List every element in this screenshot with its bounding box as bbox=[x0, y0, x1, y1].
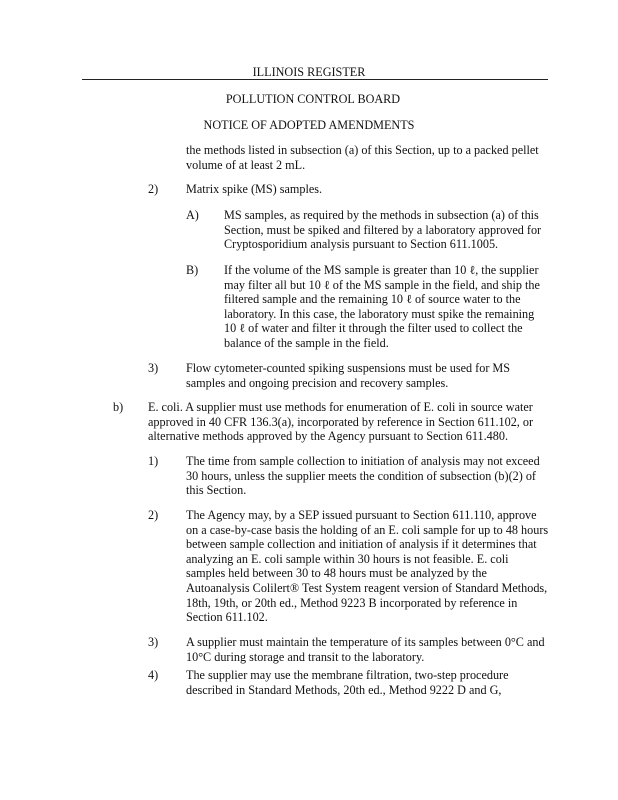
paragraph-b1 bbox=[186, 454, 540, 498]
text-line: Flow cytometer-counted spiking suspensions must be used for MS bbox=[186, 361, 511, 375]
board-title: POLLUTION CONTROL BOARD bbox=[225, 92, 401, 106]
text-line: filtered sample and the remaining 10 ℓ of source water to the bbox=[224, 292, 521, 307]
item-label: 4) bbox=[148, 668, 159, 682]
paragraph-a2 bbox=[186, 182, 322, 197]
item-label: B) bbox=[186, 263, 199, 277]
text-line: alternative methods approved by the Agency pursuant to Section 611.480. bbox=[148, 429, 509, 444]
notice-title: NOTICE OF ADOPTED AMENDMENTS bbox=[203, 118, 415, 132]
paragraph-b2 bbox=[186, 508, 548, 625]
text-line: between sample collection and initiation of analysis if it determines that bbox=[186, 537, 537, 552]
text-line: 10°C during storage and transit to the laboratory. bbox=[186, 649, 425, 664]
text-line: described in Standard Methods, 20th ed., Method 9222 D and G, bbox=[186, 682, 502, 697]
text-line: MS samples, as required by the methods in subsection (a) of this bbox=[224, 208, 539, 222]
item-label: 2) bbox=[148, 182, 159, 196]
paragraph-b4 bbox=[186, 668, 509, 697]
text-line: on a case-by-case basis the holding of an E. coli sample for up to 48 hours bbox=[186, 522, 549, 537]
item-label: b) bbox=[113, 400, 124, 414]
text-line: The supplier may use the membrane filtration, two-step procedure bbox=[186, 668, 509, 682]
item-label: 1) bbox=[148, 454, 159, 468]
text-line: The time from sample collection to initiation of analysis may not exceed bbox=[186, 454, 540, 468]
paragraph-b3 bbox=[186, 635, 545, 664]
paragraph-a3 bbox=[186, 361, 510, 390]
text-line: Section, must be spiked and filtered by a laboratory approved for bbox=[224, 222, 542, 237]
text-line: approved in 40 CFR 136.3(a), incorporated by reference in Section 611.102, or bbox=[148, 414, 534, 429]
header-rule bbox=[82, 79, 548, 80]
text-line: samples held between 30 to 48 hours must be analyzed by the bbox=[186, 566, 487, 581]
text-line: balance of the sample in the field. bbox=[224, 335, 389, 350]
item-label: 2) bbox=[148, 508, 159, 522]
item-label: A) bbox=[186, 208, 199, 222]
text-line: may filter all but 10 ℓ of the MS sample in the field, and ship the bbox=[224, 277, 540, 292]
text-line: If the volume of the MS sample is greater than 10 ℓ, the supplier bbox=[224, 263, 539, 277]
text-line: Cryptosporidium analysis pursuant to Section 611.1005. bbox=[224, 237, 499, 252]
item-label: 3) bbox=[148, 635, 159, 649]
text-line: samples and ongoing precision and recovery samples. bbox=[186, 375, 449, 390]
text-line: volume of at least 2 mL. bbox=[186, 157, 306, 172]
text-line: 10 ℓ of water and filter it through the filter used to collect the bbox=[224, 321, 523, 336]
text-line: this Section. bbox=[186, 483, 247, 498]
text-line: A supplier must maintain the temperature of its samples between 0°C and bbox=[186, 635, 545, 649]
text-line: The Agency may, by a SEP issued pursuant to Section 611.110, approve bbox=[186, 508, 537, 522]
paragraph-a2B bbox=[224, 263, 540, 351]
text-line: the methods listed in subsection (a) of this Section, up to a packed pellet bbox=[186, 143, 539, 157]
text-line: 18th, 19th, or 20th ed., Method 9223 B incorporated by reference in bbox=[186, 595, 518, 610]
text-line: Matrix spike (MS) samples. bbox=[186, 182, 323, 196]
continuation-paragraph bbox=[186, 143, 539, 172]
paragraph-a2A bbox=[224, 208, 541, 252]
text-line: laboratory. In this case, the laboratory must spike the remaining bbox=[224, 306, 535, 321]
text-line: E. coli. A supplier must use methods for enumeration of E. coli in source water bbox=[148, 400, 533, 414]
text-line: analyzing an E. coli sample within 30 hours is not feasible. E. coli bbox=[186, 551, 509, 566]
paragraph-b bbox=[148, 400, 533, 444]
text-line: Section 611.102. bbox=[186, 610, 268, 625]
text-line: 30 hours, unless the supplier meets the condition of subsection (b)(2) of bbox=[186, 468, 536, 483]
text-line: Autoanalysis Colilert® Test System reagent version of Standard Methods, bbox=[186, 580, 548, 595]
item-label: 3) bbox=[148, 361, 159, 375]
register-title: ILLINOIS REGISTER bbox=[252, 65, 366, 79]
